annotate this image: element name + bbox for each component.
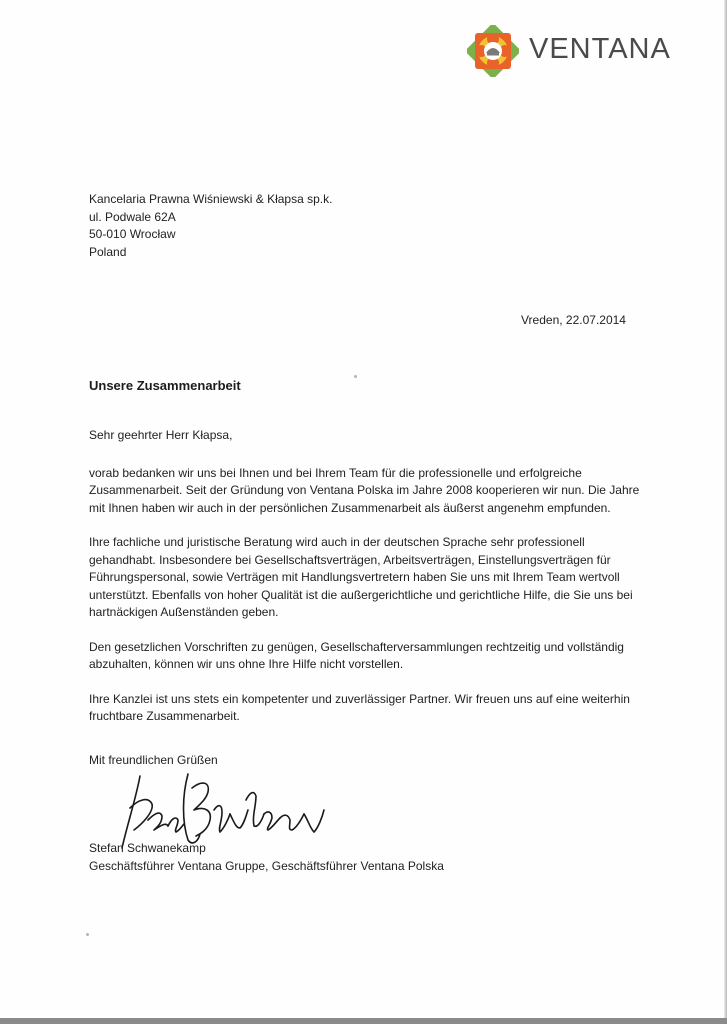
signer-name: Stefan Schwanekamp: [89, 841, 206, 855]
letter-date: Vreden, 22.07.2014: [521, 313, 626, 327]
letter-body: [89, 427, 649, 743]
ventana-logo: [467, 25, 677, 77]
address-line: Kancelaria Prawna Wiśniewski & Kłapsa sp.k.: [89, 192, 333, 206]
letter-subject: Unsere Zusammenarbeit: [89, 378, 241, 393]
salutation: Sehr geehrter Herr Kłapsa,: [89, 428, 233, 442]
address-line: ul. Podwale 62A: [89, 209, 176, 224]
ventana-logo-mark-icon: [467, 25, 519, 77]
signer-title: Geschäftsführer Ventana Gruppe, Geschäftsführer Ventana Polska: [89, 858, 444, 873]
body-paragraph: Ihre fachliche und juristische Beratung wird auch in der deutschen Sprache sehr professionell gehandhabt. Insbesondere bei Gesellschaftsverträgen, Arbeitsverträgen, Einstellungsverträgen für Führungspersonal, sowie Verträgen mit Handlungsvertretern haben Sie uns mit Ihrem Team wertvoll unterstützt. Ebenfalls von hoher Qualität ist die außergerichtliche und gerichtliche Hilfe, die Sie uns bei hartnäckigen Außenständen geben.: [89, 535, 633, 619]
signer-block: [89, 840, 444, 875]
body-paragraph: Den gesetzlichen Vorschriften zu genügen, Gesellschafterversammlungen rechtzeitig und vollständig abzuhalten, können wir uns ohne Ihre Hilfe nicht vorstellen.: [89, 639, 624, 671]
ventana-wordmark: VENTANA: [529, 33, 671, 65]
address-line: 50-010 Wrocław: [89, 227, 176, 241]
address-line: Poland: [89, 244, 127, 259]
body-paragraph: vorab bedanken wir uns bei Ihnen und bei Ihrem Team für die professionelle und erfolgreiche Zusammenarbeit. Seit der Gründung von Ventana Polska im Jahre 2008 kooperieren wir nun. Die Jahre mit Ihnen haben wir auch in der persönlichen Zusammenarbeit als äußerst angenehm empfunden.: [89, 465, 640, 515]
scan-speck: [86, 933, 89, 936]
recipient-address: [89, 191, 332, 261]
scan-speck: [354, 375, 357, 378]
closing-phrase: Mit freundlichen Grüßen: [89, 753, 218, 767]
body-paragraph: Ihre Kanzlei ist uns stets ein kompetenter und zuverlässiger Partner. Wir freuen uns auf eine weiterhin fruchtbare Zusammenarbeit.: [89, 691, 630, 723]
scan-edge-bottom: [0, 1018, 727, 1024]
